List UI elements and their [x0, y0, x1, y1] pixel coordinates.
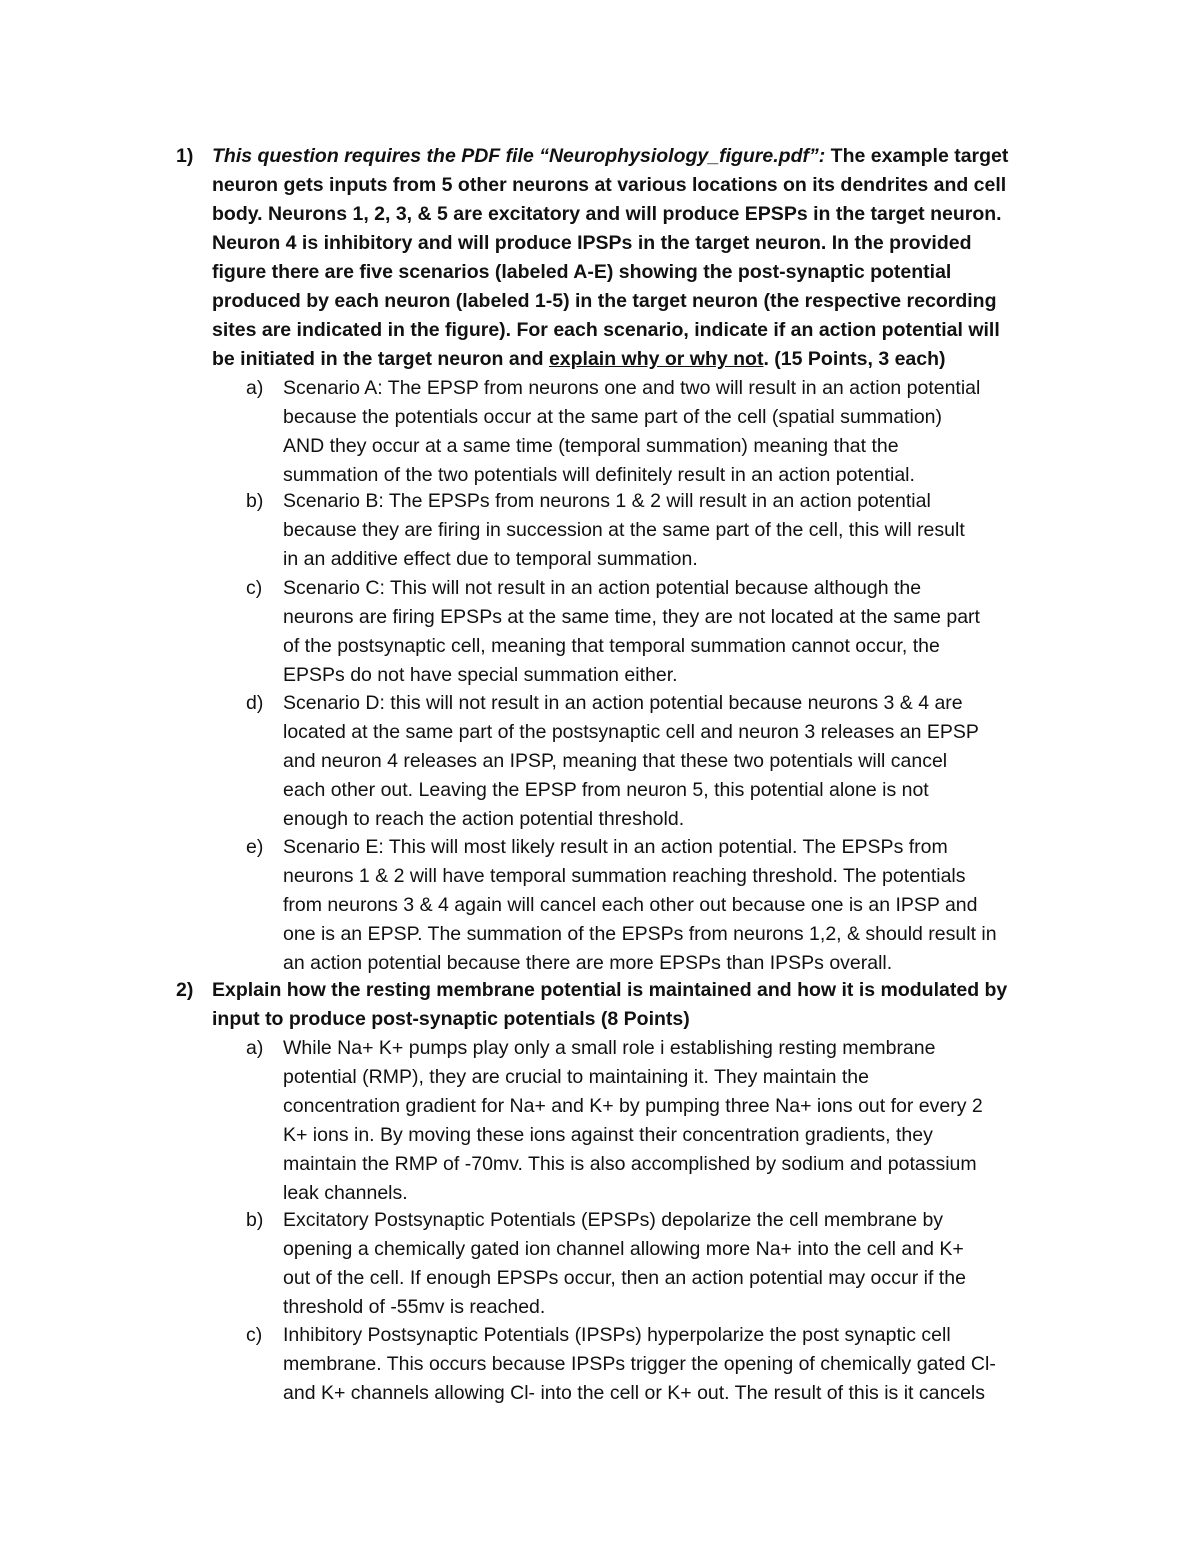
answer-2b: [246, 1206, 1076, 1322]
answer-2c: [246, 1321, 1076, 1408]
answer-1b: [246, 487, 1076, 574]
answer-line: from neurons 3 & 4 again will cancel each other out because one is an IPSP and: [283, 894, 978, 916]
question-line: produced by each neuron (labeled 1-5) in the target neuron (the respective recording: [212, 290, 997, 312]
answer-line: because the potentials occur at the same part of the cell (spatial summation): [283, 406, 943, 428]
question-line: [212, 142, 1062, 171]
answer-line: opening a chemically gated ion channel allowing more Na+ into the cell and K+: [283, 1238, 964, 1260]
answer-letter: d): [246, 692, 264, 714]
answer-line: in an additive effect due to temporal summation.: [283, 548, 698, 570]
answer-line: AND they occur at a same time (temporal summation) meaning that the: [283, 435, 899, 457]
answer-line: Scenario C: This will not result in an action potential because although the: [283, 577, 922, 599]
answer-line: leak channels.: [283, 1182, 408, 1204]
answer-line: EPSPs do not have special summation either.: [283, 664, 678, 686]
answer-letter: a): [246, 1037, 264, 1059]
answer-line: Excitatory Postsynaptic Potentials (EPSPs) depolarize the cell membrane by: [283, 1209, 944, 1231]
question-italic-intro: This question requires the PDF file “Neurophysiology_figure.pdf”:: [212, 145, 826, 167]
answer-line: membrane. This occurs because IPSPs trigger the opening of chemically gated Cl-: [283, 1353, 996, 1375]
answer-line: each other out. Leaving the EPSP from neuron 5, this potential alone is not: [283, 779, 929, 801]
question-line: input to produce post-synaptic potentials (8 Points): [212, 1008, 690, 1030]
answer-line: concentration gradient for Na+ and K+ by pumping three Na+ ions out for every 2: [283, 1095, 983, 1117]
question-number: 2): [176, 979, 194, 1001]
answer-line: neurons 1 & 2 will have temporal summation reaching threshold. The potentials: [283, 865, 966, 887]
answer-line: out of the cell. If enough EPSPs occur, then an action potential may occur if the: [283, 1267, 966, 1289]
answer-2a: [246, 1034, 1076, 1208]
answer-letter: c): [246, 1324, 263, 1346]
answer-line: of the postsynaptic cell, meaning that temporal summation cannot occur, the: [283, 635, 940, 657]
answer-line: maintain the RMP of -70mv. This is also accomplished by sodium and potassium: [283, 1153, 977, 1175]
question-line: sites are indicated in the figure). For each scenario, indicate if an action potential will: [212, 319, 1000, 341]
question-line: figure there are five scenarios (labeled A-E) showing the post-synaptic potential: [212, 261, 952, 283]
question-number: 1): [176, 145, 194, 167]
question-line-rest: . (15 Points, 3 each): [763, 348, 946, 370]
question-line: Explain how the resting membrane potential is maintained and how it is modulated by: [212, 979, 1008, 1001]
question-line: neuron gets inputs from 5 other neurons at various locations on its dendrites and cell: [212, 174, 1007, 196]
question-line-rest: The example target: [825, 145, 1009, 167]
answer-line: an action potential because there are more EPSPs than IPSPs overall.: [283, 952, 893, 974]
answer-1d: [246, 689, 1076, 834]
answer-line: potential (RMP), they are crucial to maintaining it. They maintain the: [283, 1066, 869, 1088]
answer-line: located at the same part of the postsynaptic cell and neuron 3 releases an EPSP: [283, 721, 979, 743]
question-line-pre: be initiated in the target neuron and: [212, 348, 549, 370]
answer-line: one is an EPSP. The summation of the EPSPs from neurons 1,2, & should result in: [283, 923, 997, 945]
question-text: [212, 142, 1062, 374]
answer-1e: [246, 833, 1076, 978]
answer-line: Inhibitory Postsynaptic Potentials (IPSPs) hyperpolarize the post synaptic cell: [283, 1324, 951, 1346]
question-text: [212, 976, 1062, 1034]
answer-line: summation of the two potentials will definitely result in an action potential.: [283, 464, 915, 486]
answer-line: because they are firing in succession at the same part of the cell, this will result: [283, 519, 965, 541]
answer-letter: b): [246, 1209, 264, 1231]
answer-line: and K+ channels allowing Cl- into the cell or K+ out. The result of this is it cancels: [283, 1382, 986, 1404]
answer-line: and neuron 4 releases an IPSP, meaning that these two potentials will cancel: [283, 750, 948, 772]
answer-letter: e): [246, 836, 264, 858]
question-line: body. Neurons 1, 2, 3, & 5 are excitatory and will produce EPSPs in the target neuron.: [212, 203, 1002, 225]
answer-letter: a): [246, 377, 264, 399]
answer-line: Scenario A: The EPSP from neurons one and two will result in an action potential: [283, 377, 981, 399]
question-line: [212, 345, 1062, 374]
answer-letter: c): [246, 577, 263, 599]
question-line: Neuron 4 is inhibitory and will produce IPSPs in the target neuron. In the provided: [212, 232, 972, 254]
answer-line: K+ ions in. By moving these ions against their concentration gradients, they: [283, 1124, 933, 1146]
answer-line: Scenario B: The EPSPs from neurons 1 & 2 will result in an action potential: [283, 490, 931, 512]
answer-1c: [246, 574, 1076, 690]
question-underline: explain why or why not: [548, 348, 764, 370]
answer-line: While Na+ K+ pumps play only a small role i establishing resting membrane: [283, 1037, 936, 1059]
answer-1a: [246, 374, 1076, 490]
answer-line: Scenario E: This will most likely result in an action potential. The EPSPs from: [283, 836, 948, 858]
answer-line: Scenario D: this will not result in an action potential because neurons 3 & 4 are: [283, 692, 963, 714]
answer-line: neurons are firing EPSPs at the same time, they are not located at the same part: [283, 606, 980, 628]
answer-line: enough to reach the action potential threshold.: [283, 808, 685, 830]
answer-line: threshold of -55mv is reached.: [283, 1296, 546, 1318]
answer-letter: b): [246, 490, 264, 512]
